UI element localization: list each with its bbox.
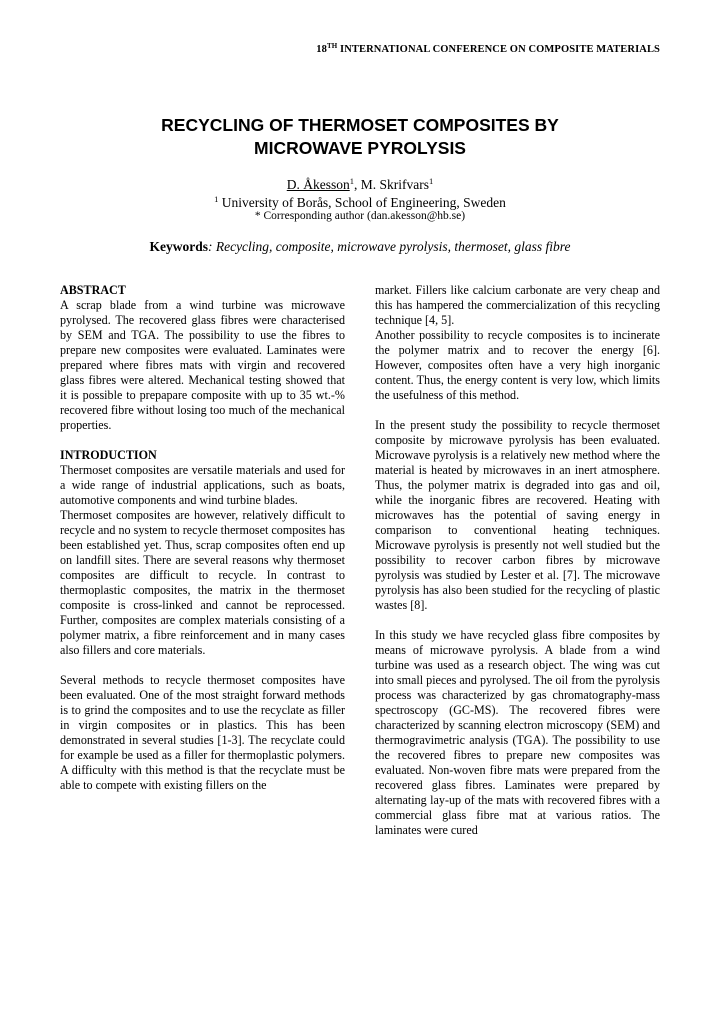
intro-paragraph-3: Several methods to recycle thermoset composites have been evaluated. One of the most straight forward methods is to grind the composites and to use the recyclate as filler in virgin composites or in plastics. This has been demonstrated in several studies [1-3]. The recyclate could for example be used as a filler for thermoplastic polymers. A difficulty with this method is that the recyclate must be able to compete with existing fillers on the [60, 673, 345, 792]
header-ordinal-suffix: TH [327, 42, 338, 50]
keywords-list: : Recycling, composite, microwave pyrolysis, thermoset, glass fibre [207, 239, 571, 254]
title-line-1: RECYCLING OF THERMOSET COMPOSITES BY [161, 115, 559, 135]
author-skrifvars: M. Skrifvars [360, 177, 429, 192]
header-conference: INTERNATIONAL CONFERENCE ON COMPOSITE MATERIALS [337, 44, 660, 55]
intro-paragraph-2: Thermoset composites are however, relatively difficult to recycle and no system to recycle thermoset composites has been established yet. Thus, scrap composites often end up on landfill sites. There are several reasons why thermoset composites are difficult to recycle. In contrast to thermoplastic composites, the matrix in the thermoset composite is cross-linked and cannot be reprocessed. Further, composites are complex materials consisting of a polymer matrix, a fibre reinforcement and in many cases also fillers and core materials. [60, 508, 345, 657]
introduction-heading: INTRODUCTION [60, 448, 157, 462]
intro-paragraph-4: Another possibility to recycle composites is to incinerate the polymer matrix and to recover the energy [6]. However, composites often have a very high inorganic content. Thus, the energy content is very low, which limits the usefulness of this method. [375, 328, 660, 402]
intro-paragraph-3-continued: market. Fillers like calcium carbonate are very cheap and this has hampered the commercialization of this recycling technique [4, 5]. [375, 283, 660, 327]
intro-paragraph-5: In the present study the possibility to recycle thermoset composite by microwave pyrolysis has been evaluated. Microwave pyrolysis is a relatively new method where the material is heated by microwaves in an inert atmosphere. Thus, the polymer matrix is degraded into gas and oil, while the inorganic fibres are recovered. Heating with microwaves has the potential of saving energy in comparison to conventional heating techniques. Microwave pyrolysis is presently not well studied but the possibility to recover carbon fibres by microwave pyrolysis was studied by Lester et al. [7]. The microwave pyrolysis has also been studied for the recycling of plastic wastes [8]. [375, 418, 660, 612]
paper-title [60, 114, 660, 160]
keywords [60, 238, 660, 256]
abstract-heading: ABSTRACT [60, 283, 126, 297]
author-2-affil-mark: 1 [429, 176, 434, 186]
intro-paragraph-6: In this study we have recycled glass fibre composites by means of microwave pyrolysis. A blade from a wind turbine was used as a research object. The wing was cut into small pieces and pyrolysed. The oil from the pyrolysis process was characterized by gas chromatography-mass spectroscopy (GC-MS). The recovered fibres were characterized by scanning electron microscopy (SEM) and thermogravimetric analysis (TGA). The possibility to use the recovered fibres to prepare new composites was evaluated. Non-woven fibre mats were prepared from the recovered glass fibres. Laminates were prepared by alternating lay-up of the mats with recovered fibres with a commercial glass fibre mat at various ratios. The laminates were cured [375, 628, 660, 837]
running-header [0, 42, 660, 55]
author-akesson: D. Åkesson [286, 177, 350, 192]
author-separator: , [354, 177, 361, 192]
corresponding-author: * Corresponding author (dan.akesson@hb.se) [254, 210, 466, 222]
keywords-label: Keywords [149, 239, 208, 254]
header-ordinal: 18 [316, 44, 327, 55]
right-column [375, 283, 660, 838]
affiliation-text: University of Borås, School of Engineering, Sweden [218, 195, 506, 210]
author-1-affil-mark: 1 [349, 176, 354, 186]
intro-paragraph-1: Thermoset composites are versatile materials and used for a wide range of industrial applications, such as boats, automotive components and wind turbine blades. [60, 463, 345, 507]
affiliation-mark: 1 [214, 194, 219, 204]
abstract-text: A scrap blade from a wind turbine was microwave pyrolysed. The recovered glass fibres were characterised by SEM and TGA. The possibility to use the fibres to prepare new composites were evaluated. Laminates were prepared where fibres mats with virgin and recovered glass fibres were altered. Mechanical testing showed that it is possible to prepapare composite with up to 35 wt.-% recovered fibre without losing too much of the mechanical properties. [60, 298, 345, 432]
title-line-2: MICROWAVE PYROLYSIS [254, 138, 466, 158]
left-column [60, 283, 345, 793]
